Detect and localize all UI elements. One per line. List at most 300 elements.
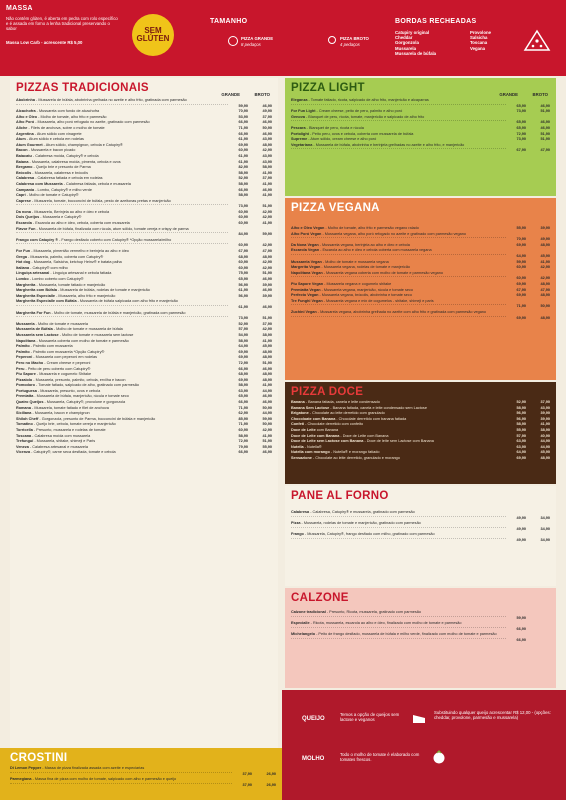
item-name: Zuchini Vegan [291, 309, 317, 314]
price-grande: 55,90 [516, 226, 526, 230]
item-name: Calabresa [291, 510, 310, 514]
cheese-icon [412, 712, 426, 730]
item-name: Piu Sapore [16, 372, 36, 377]
price-broto: 50,90 [262, 125, 272, 130]
price-broto: 44,90 [540, 444, 550, 449]
price-grande: 52,90 [238, 321, 248, 326]
massa-title: MASSA [6, 5, 33, 12]
price-grande: 73,90 [516, 137, 526, 142]
item-name: Doce de Leite com Banana [291, 433, 340, 438]
item-text: - Molho de tomate, mussarela de búfala e manjericão, gratinada com parmesão [50, 310, 186, 315]
col-broto: BROTO [254, 92, 270, 97]
crostini-title: CROSTINI [10, 752, 68, 764]
item-name: Atum Gourmet [16, 142, 43, 147]
item-text: - Palmito com mussarela [29, 344, 73, 349]
price-broto: 37,90 [262, 176, 272, 181]
item-text: - Mussarela, Catupiry®, frango desfiado com milho, gratinado com parmesão [303, 532, 435, 537]
price-grande: 66,90 [238, 187, 248, 192]
price-broto: 39,90 [540, 411, 550, 416]
item-text: - Chocolate derretido com banana fatiada [335, 416, 407, 421]
item-text: - Doce de leite sem Lactose com Banana [363, 439, 434, 444]
item-name: Campania [16, 187, 35, 192]
price-broto: 26,90 [266, 782, 276, 787]
price-broto: 42,90 [262, 265, 272, 270]
item-description [291, 610, 506, 617]
price-broto: 37,90 [540, 400, 550, 404]
price-broto: 41,90 [262, 181, 272, 186]
price-broto: 48,90 [262, 372, 272, 377]
calzone-title: CALZONE [291, 592, 349, 604]
item-text: - Mussarela de búfala, abobrinha grelhada no azeite e alho frito, gratinada com parmesão [34, 98, 187, 102]
item-name: Pescara [291, 125, 306, 130]
item-text: - Mussarela, calabresa e brócolis [31, 170, 88, 175]
item-text: - Escarola ao alho e óleo, cebola, coberta com mussarela [31, 221, 130, 226]
price-broto: 58,90 [262, 165, 272, 170]
price-grande: 82,90 [238, 165, 248, 170]
price-grande: 84,90 [238, 232, 248, 237]
item-text: - Cream cheese e peperoni [43, 360, 91, 365]
price-grande: 60,90 [238, 215, 248, 220]
col-grande: GRANDE [221, 92, 240, 97]
borda-item: Cheddar [395, 35, 413, 41]
price-grande: 59,90 [516, 615, 526, 620]
item-text: - Mussarela, calabresa moída, pimenta, cebola e ovos [28, 159, 121, 164]
price-grande: 69,90 [238, 377, 248, 382]
item-text: - Nutella® e morango fatiado [329, 450, 380, 455]
item-description [291, 248, 506, 255]
menu-item [16, 311, 272, 322]
price-broto: 43,90 [540, 405, 550, 410]
item-text: - Mussarela vegana, berinjela ao alho e óleo e cebola [318, 242, 410, 247]
price-broto: 41,90 [262, 338, 272, 343]
item-description [16, 227, 228, 234]
header-banner [0, 0, 566, 76]
price-broto: 46,90 [262, 103, 272, 108]
item-description [291, 299, 506, 306]
tradicionais-list [16, 98, 272, 456]
menu-item [291, 232, 550, 243]
item-text: - Mussarela vegana, manjericão, rúcula e tomate seco [320, 287, 413, 292]
item-text: - Blanquet de peru, ricota, tomate, manjericão e salpicado de alho frito [304, 114, 425, 119]
item-name: Margerita Vegan [291, 265, 321, 270]
item-text: - Calabresa, Catupiry® e mussarela, gratinado com parmesão [309, 510, 415, 514]
calzone-list [291, 610, 550, 644]
price-broto: 38,90 [262, 332, 272, 337]
item-name: Brigatone [291, 411, 309, 416]
menu-item [16, 238, 272, 249]
queijo-text: Temos a opção de queijos sem lactose e veganos [340, 712, 400, 723]
item-name: For Fun Light [291, 109, 316, 114]
forno-title: PANE AL FORNO [291, 490, 389, 502]
item-name: Romana [16, 405, 31, 410]
item-text: - Banana fatiada, canela e leite condensado sem Lactose [329, 405, 427, 410]
vegana-panel [285, 198, 556, 380]
item-name: Portolight [291, 131, 309, 136]
price-grande: 79,90 [238, 444, 248, 449]
price-broto: 34,90 [540, 526, 550, 531]
item-name: Calabresa com Mussarela [16, 181, 63, 186]
price-grande: 61,90 [238, 304, 248, 309]
badge-line-2: GLÚTEN [136, 34, 170, 43]
vegana-title: PIZZA VEGANA [291, 202, 380, 214]
item-name: Grega [16, 254, 27, 259]
item-description [291, 232, 506, 239]
item-text: - Presunto, Ricota, mussarela, gratinado com parmesão [325, 610, 421, 614]
price-grande: 52,90 [238, 176, 248, 181]
item-name: Atum [16, 137, 26, 142]
price-broto: 43,90 [262, 137, 272, 142]
price-broto: 51,90 [262, 204, 272, 209]
tradicionais-panel [10, 78, 278, 748]
item-name: Margherita Especialle com Búfala [16, 299, 77, 304]
tradicionais-title: PIZZAS TRADICIONAIS [16, 82, 149, 94]
item-text: - Lombo, Catupiry® e milho verde [34, 187, 93, 192]
item-name: Doce de Leite sem Lactose com Banana [291, 439, 364, 444]
price-grande: 68,90 [238, 254, 248, 259]
item-description [16, 98, 228, 105]
menu-item [291, 621, 550, 632]
borda-item: Catupiry original [395, 30, 430, 35]
price-broto: 39,90 [540, 416, 550, 421]
price-grande: 66,90 [238, 400, 248, 405]
item-name: Doce de Leite [291, 427, 316, 432]
item-text: - Massa fina de pizza com molho de tomate, salpicado com alho e parmesão e queijo [31, 777, 177, 782]
item-text: - Molho de tomate e Catupiry® [25, 193, 79, 198]
price-grande: 65,90 [238, 277, 248, 281]
price-grande: 63,90 [516, 444, 526, 449]
item-name: Abobrinha [16, 98, 35, 102]
menu-item [291, 456, 550, 462]
price-grande: 58,90 [238, 433, 248, 438]
item-name: Nutella com morango [291, 450, 330, 455]
item-text: - Atum sólido com vinagrete [33, 131, 82, 136]
item-text: - Tomate fatiado, salpicado de alho, gratinado com parmesão [34, 383, 139, 388]
light-list [291, 98, 550, 154]
price-broto: 37,90 [262, 114, 272, 119]
broto-label: PIZZA BROTO [340, 36, 369, 41]
price-broto: 59,90 [262, 416, 272, 421]
price-grande: 61,90 [238, 288, 248, 293]
item-name: Michelangelo [291, 632, 316, 637]
price-grande: 58,90 [238, 193, 248, 198]
price-broto: 41,90 [540, 422, 550, 427]
price-broto: 46,90 [262, 366, 272, 371]
extras-panel [282, 690, 566, 800]
price-grande: 49,90 [516, 526, 526, 531]
item-name: Da nona [16, 209, 31, 214]
item-name: Sensazione [291, 455, 312, 460]
price-grande: 60,90 [238, 243, 248, 248]
price-broto: 49,90 [540, 237, 550, 242]
doce-list [291, 400, 550, 462]
price-grande: 73,90 [238, 316, 248, 321]
item-text: - Mussarela, presunto, ovos e cebola [36, 388, 101, 393]
item-text: - Mussarela de búfala, abobrinha e berinjela grelhadas no azeite e alho frito, e manjericão [312, 142, 465, 147]
crostini-panel [0, 748, 282, 800]
price-grande: 63,90 [516, 439, 526, 444]
item-text: - Escarola ao alho e óleo e cebola coberta com mussarela vegana [319, 248, 432, 253]
price-broto: 46,90 [540, 125, 550, 130]
item-text: - Catupiry®, carne seca desfiada, tomate e cebola [30, 450, 116, 455]
item-name: Banana Sem Lactose [291, 405, 330, 410]
price-grande: 60,90 [238, 265, 248, 270]
item-text: - Mussarela, shitake, shimeji e Paris [33, 439, 96, 444]
price-grande: 56,90 [238, 282, 248, 287]
price-grande: 66,90 [516, 637, 526, 642]
item-name: Palmito [16, 349, 30, 354]
item-description [16, 199, 228, 206]
price-grande: 65,90 [238, 394, 248, 399]
molho-label: MOLHO [302, 756, 325, 762]
price-grande: 72,90 [238, 439, 248, 444]
item-text: - Mussarela de búfala, finalizada com rúcula, atum sólido, tomate cereja e crispy de parma [35, 226, 189, 231]
menu-item [16, 450, 272, 456]
price-broto: 51,90 [262, 271, 272, 276]
price-grande: 58,90 [238, 181, 248, 186]
price-grande: 71,90 [238, 422, 248, 427]
price-grande: 71,90 [238, 125, 248, 130]
item-text: - Mussarela de búfala salpicada com alho frito e manjericão [76, 299, 178, 304]
menu-item [291, 310, 550, 321]
price-broto: 46,90 [262, 277, 272, 281]
price-broto: 45,90 [262, 344, 272, 349]
item-text: - Mussarela, bacon e champignon [31, 411, 90, 416]
item-name: Escarola [16, 221, 32, 226]
item-name: Pizzaiolo [16, 377, 33, 382]
item-text: - Calabresa fatiada, cebola e mussarela [62, 181, 131, 186]
item-description [16, 299, 228, 306]
price-broto: 48,90 [540, 281, 550, 286]
item-text: - Peito de peru coberto com Catupiry® [24, 366, 91, 371]
item-text: - Molho de tomate e mussarela de búfala [52, 327, 123, 332]
menu-item [16, 98, 272, 109]
item-text: - Chocolate derretido com confeito [304, 422, 364, 427]
queijo-label: QUEIJO [302, 716, 325, 722]
price-grande: 54,90 [238, 332, 248, 337]
item-name: Pero no Macho [16, 360, 44, 365]
item-description [291, 115, 506, 122]
item-text: - Ricota, mussarela, escarola ao alho e óleo, finalizado com molho de tomate e parmesão [309, 621, 462, 626]
item-description [291, 532, 506, 539]
price-broto: 46,90 [262, 120, 272, 125]
menu-item [291, 98, 550, 109]
price-grande: 60,90 [238, 260, 248, 265]
price-broto: 26,90 [266, 771, 276, 776]
item-text: - Presunto, mussarela e rodelas de tomate [32, 428, 106, 433]
borda-item: Vegana [470, 45, 486, 51]
price-broto: 51,90 [262, 439, 272, 444]
item-name: Linguiça artesanal [16, 271, 50, 276]
item-name: Margherita com Búfala [16, 288, 57, 293]
price-grande: 52,90 [516, 400, 526, 404]
item-name: Vicenza [16, 450, 31, 455]
price-broto: 50,90 [540, 304, 550, 309]
item-name: Baiacatu [16, 153, 32, 158]
price-broto: 51,90 [262, 316, 272, 321]
item-text: - Mussarela, pimentão vermelho e berinjela ao alho e óleo [30, 249, 129, 254]
price-broto: 41,90 [540, 259, 550, 264]
item-text: - Atum sólido, champignon, cebola e Catupiry® [42, 142, 123, 147]
item-description [291, 310, 506, 317]
price-grande: 65,90 [516, 120, 526, 125]
price-broto: 42,90 [262, 209, 272, 214]
item-text: - Linguiça artesanal e cebola fatiada [49, 271, 112, 276]
item-text: - Molho de tomate e mussarela [34, 321, 88, 326]
item-text: - Peito de frango desfiado, mussarela de búfala e milho verde, finalizado com molho de tomate e parmesão [315, 632, 497, 637]
item-text: - Blanquet de peru, ricota e rúcula [305, 125, 364, 130]
item-text: - Mussarela, alho poró refogado no azeite, gratinado com parmesão [34, 120, 150, 125]
item-description [16, 311, 228, 318]
menu-item [291, 532, 550, 543]
item-name: Caprese [16, 198, 31, 203]
price-grande: 60,90 [516, 265, 526, 270]
item-name: Piu Sapore Vegan [291, 281, 324, 286]
price-grande: 57,90 [516, 433, 526, 438]
item-description [291, 621, 506, 628]
item-text: - Peito peru, ovos e cebola, coberta com mussarela de búfala [308, 131, 414, 136]
item-name: Calzone tradicional [291, 610, 326, 614]
item-description [16, 238, 228, 245]
grande-icon [228, 36, 238, 46]
grande-sub: 8 pedaços [241, 42, 261, 47]
price-broto: 43,90 [262, 159, 272, 164]
price-grande: 69,90 [516, 315, 526, 320]
price-grande: 73,90 [238, 204, 248, 209]
bordas-list-1 [395, 30, 436, 56]
price-broto: 48,90 [262, 254, 272, 259]
price-broto: 46,90 [262, 187, 272, 192]
price-broto: 48,90 [540, 242, 550, 247]
price-grande: 69,90 [238, 349, 248, 354]
item-text: - Queijo brie e presunto de Parma [32, 165, 91, 170]
price-broto: 48,90 [262, 377, 272, 382]
item-name: Di Lemon Pepper [10, 766, 42, 770]
item-name: Nutella [291, 444, 304, 449]
forno-list [291, 510, 550, 544]
price-broto: 51,90 [540, 131, 550, 136]
item-text: - Catupiry® com milho [29, 265, 68, 270]
item-name: Premiatta Vegan [291, 287, 321, 292]
price-grande: 69,90 [238, 142, 248, 147]
price-broto: 48,90 [262, 355, 272, 360]
item-text: - Lombo coberto com Catupiry® [28, 277, 84, 281]
item-text: - Chocolate ao leite derretido com granulado [308, 411, 385, 416]
item-name: Vegetariana [291, 142, 313, 147]
price-grande: 60,90 [238, 428, 248, 433]
price-grande: 69,90 [516, 455, 526, 460]
borda-item: Mussarela [395, 45, 417, 51]
price-broto: 48,90 [540, 315, 550, 320]
menu-item [291, 632, 550, 643]
item-name: Hot dog [16, 260, 31, 265]
item-text: - Calabresa moída, Catupiry® e cebola [31, 153, 99, 158]
price-broto: 47,90 [540, 287, 550, 292]
item-text: - Mussarela de búfala, rodelas de tomate e manjericão [56, 288, 150, 293]
item-description [10, 777, 232, 784]
doce-title: PIZZA DOCE [291, 386, 364, 398]
price-grande: 69,90 [238, 355, 248, 360]
menu-item [10, 766, 276, 777]
price-broto: 41,90 [262, 221, 272, 226]
item-text: - Gorgonzola, presunto de Parma, bocconcini de búfala e manjericão [38, 416, 156, 421]
price-grande: 56,90 [516, 416, 526, 421]
item-text: - Cream cheese, peito de peru, palmito e alho poró [315, 109, 403, 114]
item-name: Mussarela [16, 321, 35, 326]
price-grande: 60,90 [516, 276, 526, 281]
item-text: - Mussarela de búfala, manjericão, rúcula e tomate seco [33, 394, 129, 399]
menu-item [291, 248, 550, 259]
price-broto: 38,90 [540, 427, 550, 432]
item-text: com Banana [315, 427, 339, 432]
price-broto: 46,90 [262, 400, 272, 405]
price-grande: 60,90 [238, 148, 248, 153]
menu-item [16, 227, 272, 238]
item-text: - Mussarela vegana e cogumelo shitake [323, 281, 392, 286]
price-broto: 50,90 [262, 405, 272, 410]
bordas-title: BORDAS RECHEADAS [395, 18, 477, 25]
item-name: Perfecto Vegan [291, 293, 319, 298]
tomato-icon [432, 750, 446, 769]
item-name: Italiana [16, 265, 30, 270]
price-grande: 58,90 [238, 338, 248, 343]
borda-item: Gorgonzola [395, 40, 419, 46]
menu-item [291, 299, 550, 310]
item-name: Calabresa [16, 176, 35, 181]
price-broto: 55,90 [262, 444, 272, 449]
menu-item [16, 299, 272, 310]
price-broto: 42,90 [262, 215, 272, 220]
item-name: Banana [291, 400, 305, 404]
price-broto: 41,90 [262, 383, 272, 388]
massa-lowcarb: Massa Low Carb - acrescente R$ 5,00 [6, 40, 83, 45]
item-description [291, 456, 506, 462]
tamanho-title: TAMANHO [210, 18, 248, 25]
price-grande: 66,90 [516, 626, 526, 631]
menu-item [291, 271, 550, 282]
item-description [291, 521, 506, 528]
item-name: Escarola Vegan [291, 248, 320, 253]
price-grande: 59,90 [516, 259, 526, 264]
price-grande: 62,90 [238, 411, 248, 416]
item-text: - Mussarela vegana, abobrinha grelhada no azeite com alho frito e gratinada com parmesão vegano [316, 309, 487, 314]
item-name: Shiloh Cheff [16, 416, 39, 421]
price-grande: 65,90 [516, 125, 526, 130]
item-text: - Mussarela, Salsicha, ketchup Heinz® e batata palha [30, 260, 122, 265]
price-broto: 48,90 [262, 349, 272, 354]
price-broto: 43,90 [262, 153, 272, 158]
massa-text: Não contém glúten, é aberta em pedra com rolo específico e é assada em forno a lenha tradicional preservando o sabor [6, 16, 118, 32]
item-text: - Mussarela, tomate fatiado e manjericão [35, 282, 106, 287]
price-broto: 39,90 [540, 226, 550, 230]
price-broto: 48,90 [262, 142, 272, 147]
price-grande: 37,90 [242, 782, 252, 787]
item-description [291, 98, 506, 105]
price-broto: 41,90 [262, 170, 272, 175]
price-broto: 42,90 [262, 243, 272, 248]
price-broto: 39,90 [262, 293, 272, 298]
sem-gluten-badge [132, 14, 174, 56]
borda-item: Toscana [470, 40, 488, 46]
item-text: - Mussarela vegana, alho poró refogado no azeite e gratinado com parmesão vegano [321, 231, 466, 236]
item-text: - Banana fatiada, canela e leite condensado [304, 400, 380, 404]
menu-item [291, 143, 550, 154]
price-grande: 53,90 [238, 114, 248, 119]
item-name: Frango [291, 532, 304, 537]
price-broto: 34,90 [540, 515, 550, 520]
item-name: Alho Poró Vegan [291, 231, 322, 236]
item-name: Pomodoro [16, 383, 35, 388]
price-grande: 65,90 [516, 103, 526, 108]
